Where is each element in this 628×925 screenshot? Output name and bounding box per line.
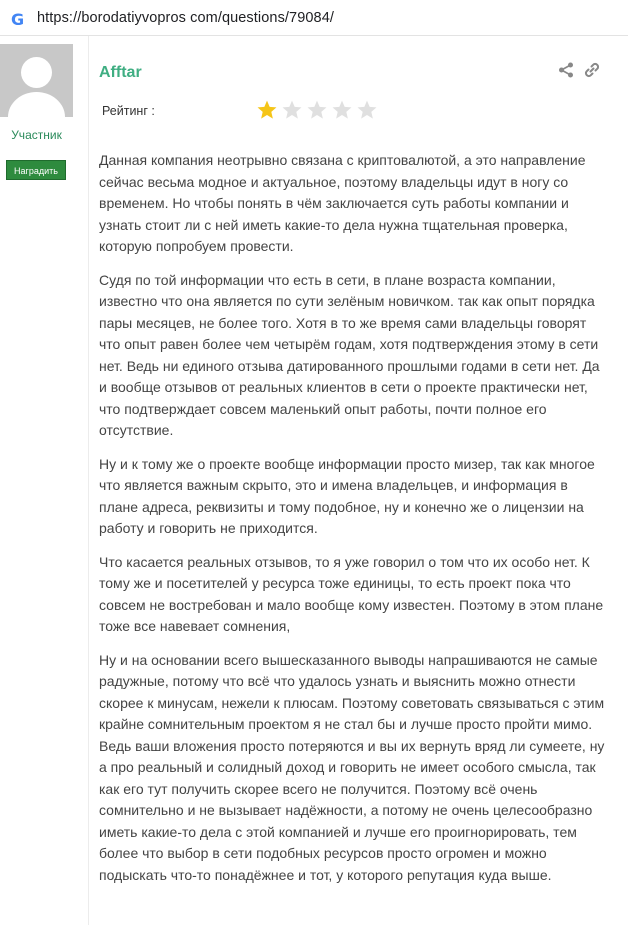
avatar-head-shape	[21, 57, 52, 88]
rating-stars[interactable]	[256, 99, 378, 121]
google-g-icon: G	[11, 10, 25, 29]
post-paragraph: Судя по той информации что есть в сети, в плане возраста компании, известно что она является по сути зелёным новичком. так как опыт порядка пары месяцев, не более того. Хотя в то же время сами владельцы говорят что опыт равен более чем четырём годам, хотя подтверждения этому в сети нет. Ведь ни единого отзыва датированного прошлыми годами в сети нет. Да и вообще отзывов от реальных клиентов в сети о проекте практически нет, что подтверждает совсем маленький опыт работы, почти полное его отсутствие.	[99, 271, 600, 438]
post-paragraph: Что касается реальных отзывов, то я уже говорил о том что их особо нет. К тому же и посетителей у ресурса тоже единицы, то есть проект пока что совсем не востребован и мало вообще кому известен. Поэтому в этом плане тоже все навевает сомнения,	[99, 553, 604, 634]
url-text[interactable]: https://borodatiyvopros com/questions/79084/	[37, 10, 334, 26]
star-empty-icon[interactable]	[331, 99, 353, 121]
avatar-body-shape	[8, 92, 65, 117]
star-empty-icon[interactable]	[281, 99, 303, 121]
post-paragraph: Ну и на основании всего вышесказанного выводы напрашиваются не самые радужные, потому что всё что удалось узнать и выяснить можно отнести скорее к минусам, нежели к плюсам. Поэтому советовать связываться с этим крайне сомнительным проектом я не стал бы и лучше просто пройти мимо. Ведь ваши вложения просто потеряются и вы их вернуть вряд ли сумеете, ну а про реальный и солидный доход и говорить не имеет особого смысла, так как его тут получить скорее всего не получится. Поэтому всё очень сомнительно и не вызывает надёжности, а потому не очень целесообразно иметь какие-то дела с этой компанией и лучше его проигнорировать, тем более что выбор в сети подобных ресурсов просто огромен и можно подыскать что-то понадёжнее и тот, у которого репутация куда выше.	[99, 651, 605, 883]
user-sidebar	[0, 36, 89, 925]
star-empty-icon[interactable]	[356, 99, 378, 121]
link-icon[interactable]	[584, 62, 600, 78]
post-paragraph: Данная компания неотрывно связана с криптовалютой, а это направление сейчас весьма модное и актуальное, поэтому владельцы идут в ногу со временем. Но чтобы понять в чём заключается суть работы компании и узнать стоит ли с ней иметь какие-то дела нужна тщательная проверка, которую попробуем провести.	[99, 152, 586, 254]
rating-label: Рейтинг :	[102, 104, 155, 118]
author-name[interactable]: Afftar	[99, 64, 142, 81]
browser-address-bar[interactable]	[0, 0, 628, 36]
star-empty-icon[interactable]	[306, 99, 328, 121]
user-role: Участник	[11, 128, 62, 142]
avatar[interactable]	[0, 44, 73, 117]
share-icon[interactable]	[558, 62, 574, 78]
star-filled-icon[interactable]	[256, 99, 278, 121]
award-button[interactable]: Наградить	[6, 160, 66, 180]
post-paragraph: Ну и к тому же о проекте вообще информации просто мизер, так как многое что является важным скрыто, это и имена владельцев, и информация в плане адреса, реквизиты и тому подобное, ну и конечно же о лицензии на работу и говорить не приходится.	[99, 455, 595, 536]
post-content	[99, 150, 609, 898]
